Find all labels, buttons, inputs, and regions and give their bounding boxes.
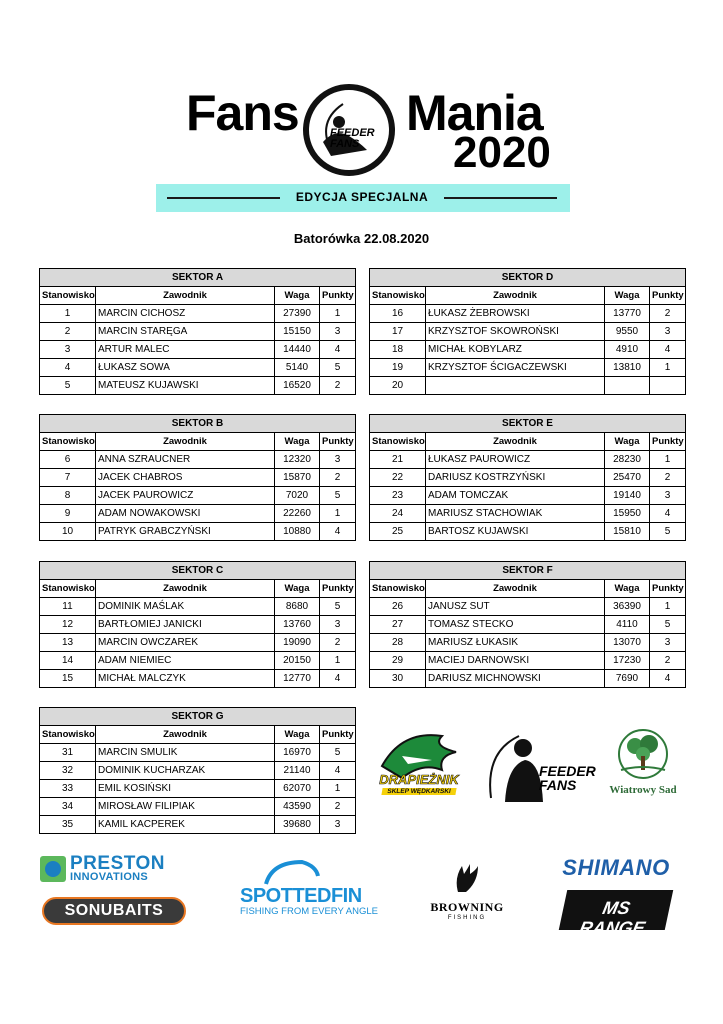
sector-title: SEKTOR D xyxy=(370,269,686,287)
cell-zawodnik: JANUSZ SUT xyxy=(426,598,605,616)
cell-waga: 5140 xyxy=(275,359,320,377)
table-row xyxy=(40,744,356,762)
table-row xyxy=(40,762,356,780)
col-header-stanowisko: Stanowisko xyxy=(40,580,96,598)
cell-punkty: 3 xyxy=(320,816,356,834)
cell-zawodnik: MARCIN CICHOSZ xyxy=(96,305,275,323)
cell-waga: 12770 xyxy=(275,670,320,688)
cell-stanowisko: 31 xyxy=(40,744,96,762)
cell-waga: 15810 xyxy=(605,523,650,541)
col-header-zawodnik: Zawodnik xyxy=(426,580,605,598)
col-header-stanowisko: Stanowisko xyxy=(40,433,96,451)
cell-punkty: 3 xyxy=(650,323,686,341)
cell-waga: 27390 xyxy=(275,305,320,323)
table-row xyxy=(370,652,686,670)
table-row xyxy=(40,634,356,652)
col-header-waga: Waga xyxy=(275,287,320,305)
cell-stanowisko: 6 xyxy=(40,451,96,469)
cell-stanowisko: 33 xyxy=(40,780,96,798)
cell-punkty: 4 xyxy=(320,341,356,359)
col-header-stanowisko: Stanowisko xyxy=(40,726,96,744)
cell-punkty: 4 xyxy=(650,670,686,688)
sector-title: SEKTOR G xyxy=(40,708,356,726)
cell-punkty: 1 xyxy=(320,780,356,798)
place-date: Batorówka 22.08.2020 xyxy=(293,231,430,246)
cell-punkty: 3 xyxy=(320,323,356,341)
table-row xyxy=(40,598,356,616)
cell-stanowisko: 34 xyxy=(40,798,96,816)
fin-icon xyxy=(262,860,322,886)
cell-waga: 13760 xyxy=(275,616,320,634)
table-row xyxy=(40,523,356,541)
cell-zawodnik: MIROSŁAW FILIPIAK xyxy=(96,798,275,816)
cell-zawodnik: KRZYSZTOF ŚCIGACZEWSKI xyxy=(426,359,605,377)
cell-stanowisko: 22 xyxy=(370,469,426,487)
table-row xyxy=(40,816,356,834)
table-row xyxy=(40,323,356,341)
cell-waga: 7020 xyxy=(275,487,320,505)
table-row xyxy=(40,505,356,523)
cell-punkty xyxy=(650,377,686,395)
cell-zawodnik: MARCIN SMULIK xyxy=(96,744,275,762)
wiatrowy-sad-text: Wiatrowy Sad xyxy=(609,784,677,796)
cell-punkty: 5 xyxy=(320,598,356,616)
sector-table-g xyxy=(39,707,356,834)
cell-waga: 19140 xyxy=(605,487,650,505)
cell-punkty: 4 xyxy=(320,523,356,541)
table-row xyxy=(370,616,686,634)
cell-zawodnik: ŁUKASZ SOWA xyxy=(96,359,275,377)
cell-zawodnik: ŁUKASZ ŻEBROWSKI xyxy=(426,305,605,323)
cell-waga: 13770 xyxy=(605,305,650,323)
table-row xyxy=(370,505,686,523)
table-row xyxy=(370,323,686,341)
cell-waga: 15950 xyxy=(605,505,650,523)
edition-label: EDYCJA SPECJALNA xyxy=(295,190,429,204)
table-row xyxy=(370,523,686,541)
drapieznik-name: DRAPIEŻNIK xyxy=(379,772,459,787)
cell-waga: 21140 xyxy=(275,762,320,780)
cell-zawodnik: MACIEJ DARNOWSKI xyxy=(426,652,605,670)
cell-waga: 43590 xyxy=(275,798,320,816)
cell-waga: 20150 xyxy=(275,652,320,670)
cell-waga: 16970 xyxy=(275,744,320,762)
cell-punkty: 1 xyxy=(650,598,686,616)
col-header-punkty: Punkty xyxy=(320,726,356,744)
table-row xyxy=(40,652,356,670)
cell-punkty: 2 xyxy=(650,305,686,323)
preston-text: PRESTON xyxy=(70,853,166,874)
feeder-fans-sponsor-logo xyxy=(483,732,596,806)
cell-stanowisko: 25 xyxy=(370,523,426,541)
col-header-waga: Waga xyxy=(605,287,650,305)
cell-stanowisko: 21 xyxy=(370,451,426,469)
table-row xyxy=(370,305,686,323)
table-row xyxy=(370,341,686,359)
shimano-text: SHIMANO xyxy=(562,855,670,880)
sonubaits-logo xyxy=(42,897,186,925)
wiatrowy-sad-logo xyxy=(605,728,681,800)
cell-zawodnik: ADAM TOMCZAK xyxy=(426,487,605,505)
sector-title: SEKTOR F xyxy=(370,562,686,580)
cell-punkty: 5 xyxy=(650,523,686,541)
cell-zawodnik: JACEK CHABROS xyxy=(96,469,275,487)
cell-zawodnik: ADAM NOWAKOWSKI xyxy=(96,505,275,523)
col-header-stanowisko: Stanowisko xyxy=(370,580,426,598)
cell-waga: 15870 xyxy=(275,469,320,487)
cell-punkty: 2 xyxy=(650,469,686,487)
cell-zawodnik: JACEK PAUROWICZ xyxy=(96,487,275,505)
cell-waga xyxy=(605,377,650,395)
table-row xyxy=(40,451,356,469)
col-header-zawodnik: Zawodnik xyxy=(426,287,605,305)
cell-stanowisko: 9 xyxy=(40,505,96,523)
cell-zawodnik: MICHAŁ MALCZYK xyxy=(96,670,275,688)
cell-stanowisko: 27 xyxy=(370,616,426,634)
preston-sub-text: INNOVATIONS xyxy=(70,871,149,883)
preston-logo xyxy=(40,854,190,884)
cell-punkty: 5 xyxy=(320,744,356,762)
cell-stanowisko: 28 xyxy=(370,634,426,652)
shark-icon xyxy=(372,726,464,812)
cell-waga: 36390 xyxy=(605,598,650,616)
table-row xyxy=(370,377,686,395)
cell-punkty: 2 xyxy=(320,377,356,395)
buckmark-icon xyxy=(452,862,482,896)
cell-waga: 28230 xyxy=(605,451,650,469)
cell-waga: 4110 xyxy=(605,616,650,634)
col-header-waga: Waga xyxy=(605,433,650,451)
cell-stanowisko: 11 xyxy=(40,598,96,616)
cell-stanowisko: 23 xyxy=(370,487,426,505)
cell-waga: 4910 xyxy=(605,341,650,359)
cell-punkty: 3 xyxy=(320,451,356,469)
table-row xyxy=(40,616,356,634)
cell-punkty: 1 xyxy=(320,305,356,323)
cell-punkty: 1 xyxy=(650,359,686,377)
col-header-zawodnik: Zawodnik xyxy=(96,433,275,451)
table-row xyxy=(40,359,356,377)
cell-stanowisko: 5 xyxy=(40,377,96,395)
cell-punkty: 2 xyxy=(320,634,356,652)
cell-waga: 16520 xyxy=(275,377,320,395)
cell-stanowisko: 10 xyxy=(40,523,96,541)
cell-stanowisko: 14 xyxy=(40,652,96,670)
cell-waga: 10880 xyxy=(275,523,320,541)
cell-punkty: 4 xyxy=(650,341,686,359)
cell-punkty: 5 xyxy=(320,487,356,505)
spottedfin-tagline: FISHING FROM EVERY ANGLE xyxy=(240,906,378,917)
table-row xyxy=(370,359,686,377)
title-fans: Fans xyxy=(186,85,299,141)
cell-waga: 12320 xyxy=(275,451,320,469)
col-header-zawodnik: Zawodnik xyxy=(96,287,275,305)
cell-stanowisko: 15 xyxy=(40,670,96,688)
table-row xyxy=(40,670,356,688)
sector-table-b xyxy=(39,414,356,541)
table-row xyxy=(40,305,356,323)
cell-zawodnik: ANNA SZRAUCNER xyxy=(96,451,275,469)
table-row xyxy=(370,598,686,616)
col-header-stanowisko: Stanowisko xyxy=(40,287,96,305)
cell-stanowisko: 29 xyxy=(370,652,426,670)
browning-text: BROWNING xyxy=(430,900,504,914)
table-row xyxy=(40,487,356,505)
browning-logo xyxy=(422,862,512,926)
cell-waga: 7690 xyxy=(605,670,650,688)
sector-table-e xyxy=(369,414,686,541)
tree-icon xyxy=(605,728,681,784)
spottedfin-text: SPOTTEDFIN xyxy=(240,885,362,907)
cell-punkty: 2 xyxy=(320,469,356,487)
cell-waga: 13070 xyxy=(605,634,650,652)
cell-stanowisko: 17 xyxy=(370,323,426,341)
cell-waga: 25470 xyxy=(605,469,650,487)
title-year: 2020 xyxy=(453,128,551,177)
sector-title: SEKTOR B xyxy=(40,415,356,433)
sector-title: SEKTOR E xyxy=(370,415,686,433)
drapieznik-sub: SKLEP WĘDKARSKI xyxy=(381,788,456,795)
cell-zawodnik: TOMASZ STECKO xyxy=(426,616,605,634)
drapieznik-logo xyxy=(372,726,464,812)
col-header-punkty: Punkty xyxy=(650,580,686,598)
col-header-waga: Waga xyxy=(275,726,320,744)
table-row xyxy=(370,469,686,487)
cell-stanowisko: 13 xyxy=(40,634,96,652)
cell-stanowisko: 2 xyxy=(40,323,96,341)
col-header-punkty: Punkty xyxy=(320,580,356,598)
col-header-waga: Waga xyxy=(275,433,320,451)
cell-stanowisko: 12 xyxy=(40,616,96,634)
cell-zawodnik: DARIUSZ MICHNOWSKI xyxy=(426,670,605,688)
cell-punkty: 5 xyxy=(650,616,686,634)
preston-badge-icon xyxy=(40,856,66,882)
cell-punkty: 4 xyxy=(320,670,356,688)
col-header-punkty: Punkty xyxy=(320,287,356,305)
ms-range-text: MS RANGE xyxy=(577,898,647,938)
cell-waga: 19090 xyxy=(275,634,320,652)
col-header-punkty: Punkty xyxy=(320,433,356,451)
cell-zawodnik: ARTUR MALEC xyxy=(96,341,275,359)
cell-zawodnik: DOMINIK MAŚLAK xyxy=(96,598,275,616)
sector-title: SEKTOR C xyxy=(40,562,356,580)
table-row xyxy=(40,341,356,359)
cell-zawodnik: MICHAŁ KOBYLARZ xyxy=(426,341,605,359)
cell-punkty: 4 xyxy=(320,762,356,780)
table-row xyxy=(370,451,686,469)
cell-zawodnik: EMIL KOSIŃSKI xyxy=(96,780,275,798)
cell-punkty: 3 xyxy=(650,634,686,652)
shimano-logo xyxy=(550,856,682,882)
table-row xyxy=(40,377,356,395)
col-header-zawodnik: Zawodnik xyxy=(426,433,605,451)
col-header-waga: Waga xyxy=(605,580,650,598)
cell-zawodnik: PATRYK GRABCZYŃSKI xyxy=(96,523,275,541)
cell-zawodnik xyxy=(426,377,605,395)
sector-table-f xyxy=(369,561,686,688)
sector-table-d xyxy=(369,268,686,395)
cell-punkty: 1 xyxy=(320,505,356,523)
cell-waga: 22260 xyxy=(275,505,320,523)
cell-punkty: 3 xyxy=(650,487,686,505)
table-row xyxy=(40,469,356,487)
cell-punkty: 3 xyxy=(320,616,356,634)
cell-stanowisko: 4 xyxy=(40,359,96,377)
cell-punkty: 5 xyxy=(320,359,356,377)
col-header-stanowisko: Stanowisko xyxy=(370,287,426,305)
cell-stanowisko: 18 xyxy=(370,341,426,359)
table-row xyxy=(370,670,686,688)
table-row xyxy=(370,487,686,505)
col-header-zawodnik: Zawodnik xyxy=(96,726,275,744)
cell-stanowisko: 1 xyxy=(40,305,96,323)
cell-stanowisko: 32 xyxy=(40,762,96,780)
cell-stanowisko: 19 xyxy=(370,359,426,377)
cell-zawodnik: MATEUSZ KUJAWSKI xyxy=(96,377,275,395)
col-header-punkty: Punkty xyxy=(650,433,686,451)
cell-zawodnik: KAMIL KACPEREK xyxy=(96,816,275,834)
logo-feeder-fans-text: FEEDER FANS xyxy=(330,127,375,150)
cell-zawodnik: KRZYSZTOF SKOWROŃSKI xyxy=(426,323,605,341)
cell-punkty: 1 xyxy=(320,652,356,670)
cell-zawodnik: DOMINIK KUCHARZAK xyxy=(96,762,275,780)
cell-stanowisko: 20 xyxy=(370,377,426,395)
col-header-punkty: Punkty xyxy=(650,287,686,305)
cell-waga: 14440 xyxy=(275,341,320,359)
cell-stanowisko: 8 xyxy=(40,487,96,505)
col-header-zawodnik: Zawodnik xyxy=(96,580,275,598)
cell-waga: 15150 xyxy=(275,323,320,341)
edition-line-right xyxy=(444,197,557,199)
cell-zawodnik: ADAM NIEMIEC xyxy=(96,652,275,670)
cell-zawodnik: BARTŁOMIEJ JANICKI xyxy=(96,616,275,634)
cell-stanowisko: 3 xyxy=(40,341,96,359)
edition-line-left xyxy=(167,197,280,199)
browning-sub-text: FISHING xyxy=(447,915,487,921)
feeder-fans-text: FEEDER FANS xyxy=(539,763,596,793)
cell-stanowisko: 35 xyxy=(40,816,96,834)
cell-zawodnik: MARIUSZ ŁUKASIK xyxy=(426,634,605,652)
cell-waga: 17230 xyxy=(605,652,650,670)
cell-zawodnik: MARCIN OWCZAREK xyxy=(96,634,275,652)
cell-zawodnik: MARCIN STARĘGA xyxy=(96,323,275,341)
sector-table-a xyxy=(39,268,356,395)
spottedfin-logo xyxy=(238,860,386,920)
cell-zawodnik: DARIUSZ KOSTRZYŃSKI xyxy=(426,469,605,487)
ms-range-logo xyxy=(559,890,674,938)
cell-stanowisko: 26 xyxy=(370,598,426,616)
title-mania: Mania xyxy=(406,85,543,141)
cell-waga: 13810 xyxy=(605,359,650,377)
cell-waga: 8680 xyxy=(275,598,320,616)
cell-punkty: 2 xyxy=(650,652,686,670)
cell-stanowisko: 24 xyxy=(370,505,426,523)
sector-title: SEKTOR A xyxy=(40,269,356,287)
table-row xyxy=(40,798,356,816)
sonubaits-text: SONUBAITS xyxy=(64,902,164,919)
col-header-waga: Waga xyxy=(275,580,320,598)
cell-waga: 62070 xyxy=(275,780,320,798)
cell-punkty: 2 xyxy=(320,798,356,816)
cell-stanowisko: 7 xyxy=(40,469,96,487)
cell-punkty: 1 xyxy=(650,451,686,469)
table-row xyxy=(370,634,686,652)
cell-stanowisko: 16 xyxy=(370,305,426,323)
col-header-stanowisko: Stanowisko xyxy=(370,433,426,451)
cell-zawodnik: MARIUSZ STACHOWIAK xyxy=(426,505,605,523)
cell-stanowisko: 30 xyxy=(370,670,426,688)
cell-waga: 39680 xyxy=(275,816,320,834)
cell-waga: 9550 xyxy=(605,323,650,341)
cell-punkty: 4 xyxy=(650,505,686,523)
cell-zawodnik: ŁUKASZ PAUROWICZ xyxy=(426,451,605,469)
cell-zawodnik: BARTOSZ KUJAWSKI xyxy=(426,523,605,541)
table-row xyxy=(40,780,356,798)
sector-table-c xyxy=(39,561,356,688)
